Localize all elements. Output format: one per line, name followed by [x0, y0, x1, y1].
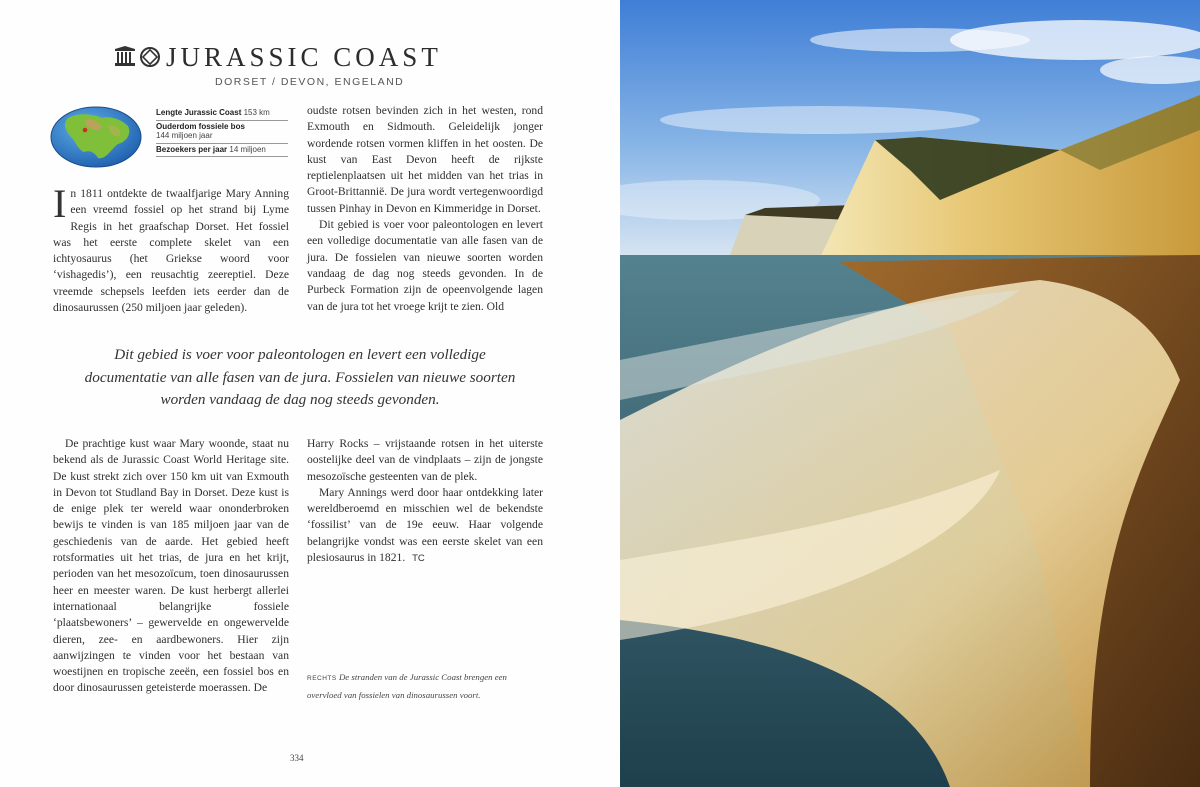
body-paragraph: oudste rotsen bevinden zich in het westen, rond Exmouth en Sidmouth. Geleidelijk jonger wordende rotsen vormen kliffen in het oosten. De kust van East Devon heeft de rijkste reptielenplaatsen uit het midden van het trias in Groot-Brittannië. De jura wordt vertegenwoordigd tussen Pinhay in Devon en Kimmeridge in Dorset. [307, 104, 543, 215]
page-number: 334 [290, 753, 304, 763]
pull-quote: Dit gebied is voer voor paleontologen en levert een volledige documentatie van alle fasen van de jura. Fossielen van nieuwe soorten worden vandaag de dag nog steeds gevonden. [84, 346, 516, 408]
photo-caption [307, 669, 537, 703]
fact-row [156, 121, 288, 144]
fact-value: 153 km [243, 108, 270, 117]
intro-paragraph: n 1811 ontdekte de twaalfjarige Mary Anning een vreemd fossiel op het strand bij Lyme Regis in het graafschap Dorset. Het fossiel was het eerste complete skelet van een ichtyosaurus (het Griekse woord voor ‘vishagedis’), een reusachtig zeereptiel. Deze vreemde schepsels leefden iets eerder dan de dinosaurussen (250 miljoen jaar geleden). [53, 187, 289, 315]
fact-row [156, 107, 288, 121]
body-paragraph: Dit gebied is voer voor paleontologen en levert een volledige documentatie van alle fasen van de jura. De fossielen van nieuwe soorten worden vandaag de dag nog steeds gevonden. In de Purbeck Formation zijn de opeenvolgende lagen van de jura tot het vroege krijt te zien. Old [307, 218, 543, 313]
unesco-heritage-icon [114, 46, 164, 68]
right-column-bottom [307, 436, 543, 567]
drop-cap: I [53, 181, 67, 226]
fact-label: Ouderdom fossiele bos [156, 121, 245, 131]
body-paragraph: Harry Rocks – vrijstaande rotsen in het uiterste oostelijke deel van de vindplaats – zijn de jongste mesozoïsche gesteenten van de plek. [307, 437, 543, 483]
caption-keyword: RECHTS [307, 675, 337, 682]
left-column-bottom [53, 436, 289, 697]
intro-column [53, 181, 289, 316]
fact-label: Bezoekers per jaar [156, 144, 228, 154]
globe-map-icon [50, 106, 142, 168]
body-paragraph: De prachtige kust waar Mary woonde, staat nu bekend als de Jurassic Coast World Heritage site. De kust strekt zich over 150 km uit van Exmouth in Devon tot Studland Bay in Dorset. Deze kust is de enige plek ter wereld waar ononderbroken bewijs te vinden is van 185 miljoen jaar van de geschiedenis van de aarde. Het gebied heeft rotsformaties uit het trias, de jura en het krijt, perioden van het mesozoïcum, toen dinosaurussen heer en meester waren. De kust herbergt allerlei internationaal belangrijke fossiele ‘plaatsbewoners’ – gewervelde en ongewervelde dieren, zee- en aardbewoners. Hier zijn aanwijzingen te vinden voor het bestaan van woestijnen en tropische zeeën, een fossiel bos en door dinosaurussen geteisterde moerassen. De [53, 437, 289, 695]
author-initials: TC [412, 553, 425, 565]
right-page [620, 0, 1200, 787]
fact-box [156, 107, 288, 157]
page-header [112, 40, 442, 100]
fact-value: 14 miljoen [229, 144, 266, 154]
caption-text: De stranden van de Jurassic Coast brengen een overvloed van fossielen van dinosaurussen voort. [307, 672, 507, 700]
page-title: JURASSIC COAST [166, 42, 442, 72]
fact-label: Lengte Jurassic Coast [156, 108, 242, 117]
page-subtitle: DORSET / DEVON, ENGELAND [215, 76, 405, 88]
coast-photo [620, 0, 1200, 787]
fact-value: 144 miljoen jaar [156, 131, 213, 140]
body-paragraph: Mary Annings werd door haar ontdekking later wereldberoemd en misschien wel de bekendste ‘fossilist’ van de 19e eeuw. Haar volgende belangrijke vondst was een eerste skelet van een plesiosaurus in 1821. [307, 485, 543, 565]
fact-row [156, 144, 288, 158]
right-column-top [307, 103, 543, 315]
